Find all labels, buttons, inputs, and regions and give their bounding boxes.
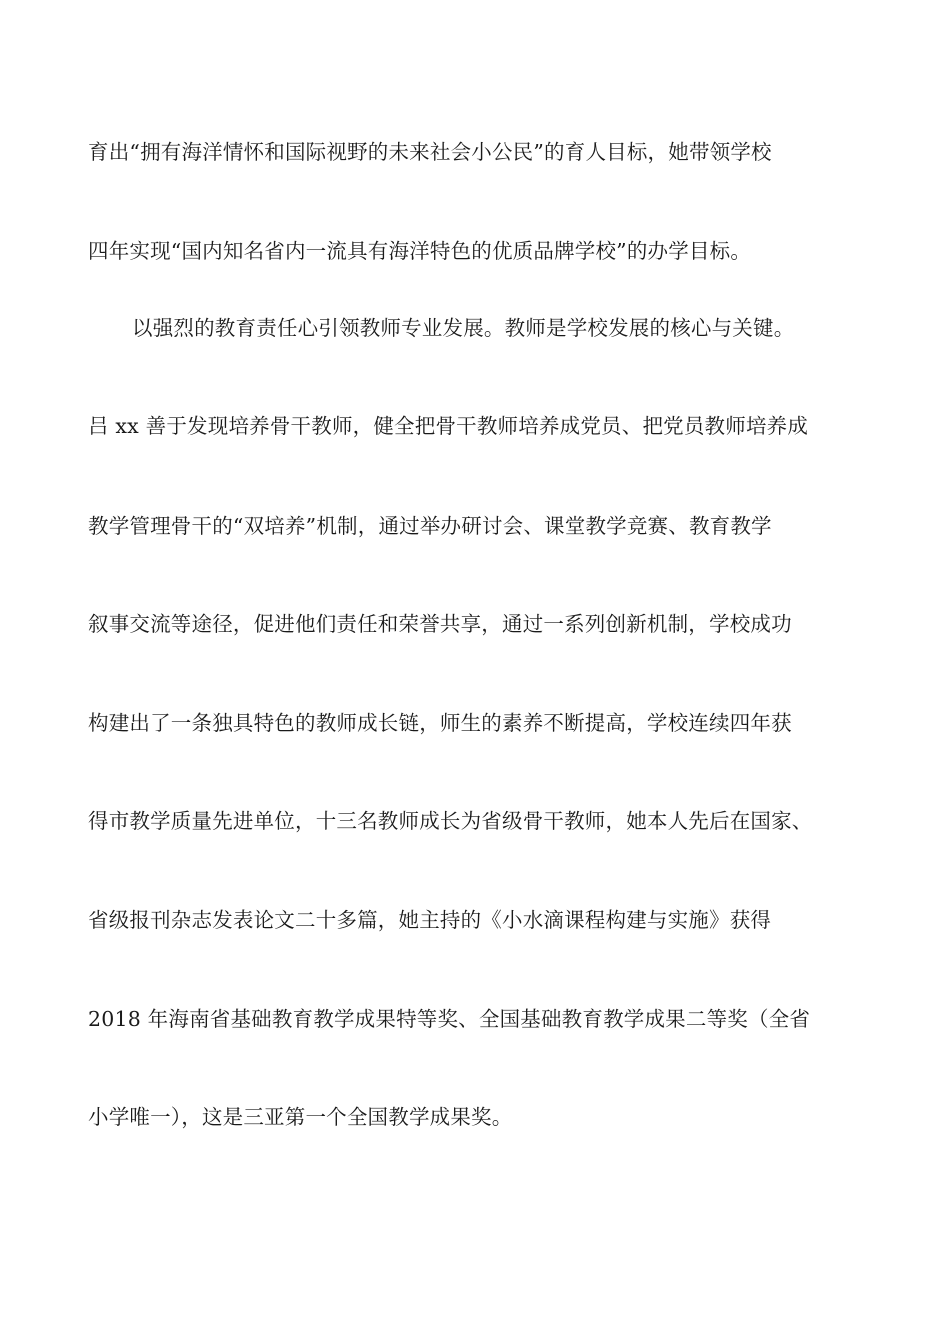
paragraph-line: 叙事交流等途径，促进他们责任和荣誉共享，通过一系列创新机制，学校成功 (88, 612, 792, 636)
paragraph-line: 省级报刊杂志发表论文二十多篇，她主持的《小水滴课程构建与实施》获得 (88, 908, 772, 932)
paragraph-line: 四年实现“国内知名省内一流具有海洋特色的优质品牌学校”的办学目标。 (88, 239, 752, 263)
paragraph-line: 以强烈的教育责任心引领教师专业发展。教师是学校发展的核心与关键。 (132, 316, 795, 340)
paragraph-line: 小学唯一），这是三亚第一个全国教学成果奖。 (88, 1105, 513, 1129)
paragraph-line: 吕 xx 善于发现培养骨干教师，健全把骨干教师培养成党员、把党员教师培养成 (88, 414, 809, 438)
paragraph-line: 教学管理骨干的“双培养”机制，通过举办研讨会、课堂教学竞赛、教育教学 (88, 514, 772, 538)
paragraph-line: 得市教学质量先进单位，十三名教师成长为省级骨干教师，她本人先后在国家、 (88, 809, 813, 833)
paragraph-line: 2018 年海南省基础教育教学成果特等奖、全国基础教育教学成果二等奖（全省 (88, 1007, 811, 1031)
paragraph-line: 育出“拥有海洋情怀和国际视野的未来社会小公民”的育人目标，她带领学校 (88, 140, 772, 164)
paragraph-line: 构建出了一条独具特色的教师成长链，师生的素养不断提高，学校连续四年获 (88, 711, 792, 735)
